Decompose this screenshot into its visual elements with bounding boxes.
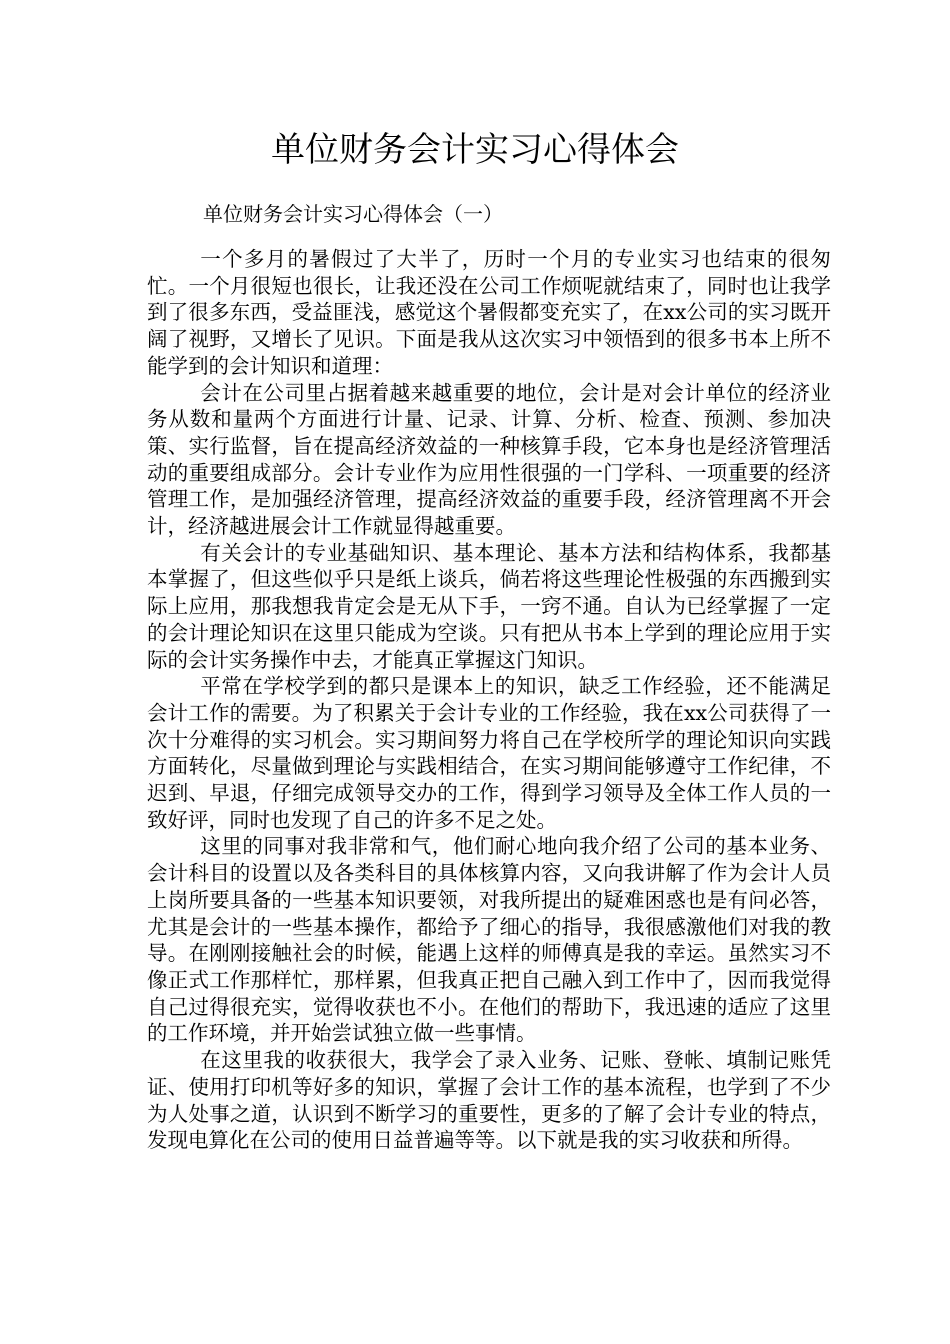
paragraph-2: 会计在公司里占据着越来越重要的地位，会计是对会计单位的经济业务从数和量两个方面进行计量、记录、计算、分析、检查、预测、参加决策、实行监督，旨在提高经济效益的一种核算手段，它本身也是经济管理活动的重要组成部分。会计专业作为应用性很强的一门学科、一项重要的经济管理工作，是加强经济管理，提高经济效益的重要手段，经济管理离不开会计，经济越进展会计工作就显得越重要。 <box>147 380 831 539</box>
section-heading: 单位财务会计实习心得体会（一） <box>203 202 503 226</box>
paragraph-6: 在这里我的收获很大，我学会了录入业务、记账、登帐、填制记账凭证、使用打印机等好多的知识，掌握了会计工作的基本流程，也学到了不少为人处事之道，认识到不断学习的重要性，更多的了解了会计专业的特点，发现电算化在公司的使用日益普遍等等。以下就是我的实习收获和所得。 <box>147 1048 831 1153</box>
paragraph-3: 有关会计的专业基础知识、基本理论、基本方法和结构体系，我都基本掌握了，但这些似乎只是纸上谈兵，倘若将这些理论性极强的东西搬到实际上应用，那我想我肯定会是无从下手，一窍不通。自认为已经掌握了一定的会计理论知识在这里只能成为空谈。只有把从书本上学到的理论应用于实际的会计实务操作中去，才能真正掌握这门知识。 <box>147 540 831 672</box>
document-title: 单位财务会计实习心得体会 <box>271 130 679 170</box>
paragraph-5: 这里的同事对我非常和气，他们耐心地向我介绍了公司的基本业务、会计科目的设置以及各类科目的具体核算内容，又向我讲解了作为会计人员上岗所要具备的一些基本知识要领，对我所提出的疑难困惑也是有问必答，尤其是会计的一些基本操作，都给予了细心的指导，我很感激他们对我的教导。在刚刚接触社会的时候，能遇上这样的师傅真是我的幸运。虽然实习不像正式工作那样忙，那样累，但我真正把自己融入到工作中了，因而我觉得自己过得很充实，觉得收获也不小。在他们的帮助下，我迅速的适应了这里的工作环境，并开始尝试独立做一些事情。 <box>147 834 831 1046</box>
body-text <box>147 246 831 1154</box>
paragraph-4: 平常在学校学到的都只是课本上的知识，缺乏工作经验，还不能满足会计工作的需要。为了积累关于会计专业的工作经验，我在xx公司获得了一次十分难得的实习机会。实习期间努力将自己在学校所学的理论知识向实践方面转化，尽量做到理论与实践相结合，在实习期间能够遵守工作纪律，不迟到、早退，仔细完成领导交办的工作，得到学习领导及全体工作人员的一致好评，同时也发现了自己的许多不足之处。 <box>147 674 831 832</box>
paragraph-1: 一个多月的暑假过了大半了，历时一个月的专业实习也结束的很匆忙。一个月很短也很长，让我还没在公司工作烦呢就结束了，同时也让我学到了很多东西，受益匪浅，感觉这个暑假都变充实了，在xx公司的实习既开阔了视野，又增长了见识。下面是我从这次实习中领悟到的很多书本上所不能学到的会计知识和道理： <box>147 247 831 378</box>
